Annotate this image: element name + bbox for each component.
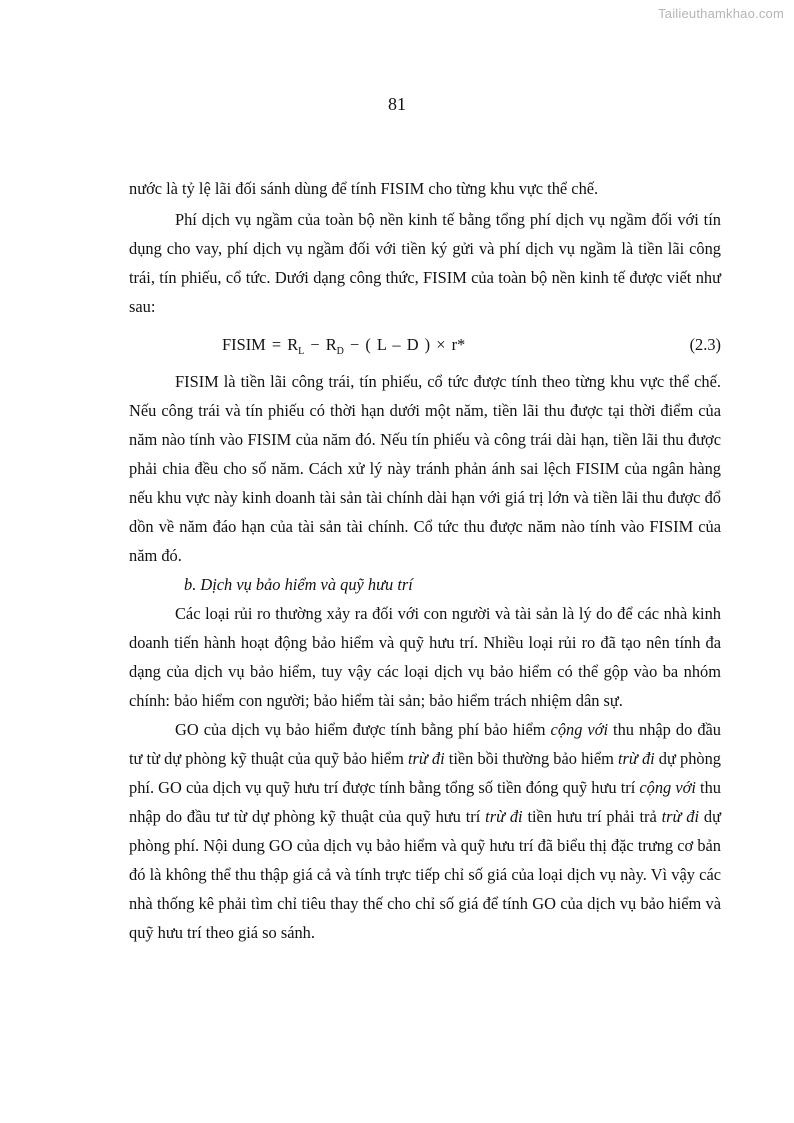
p5-text-3: tiền bồi thường bảo hiểm: [444, 749, 618, 768]
formula-eq: =: [271, 335, 282, 354]
paragraph-1: nước là tỷ lệ lãi đối sánh dùng để tính FISIM cho từng khu vực thể chế.: [129, 179, 599, 198]
formula-minus-2: −: [350, 335, 360, 354]
formula-times: ×: [436, 335, 446, 354]
p5-text-5: thu nhập do đầu tư từ dự phòng kỹ thuật của quỹ hưu trí: [129, 778, 721, 826]
p5-text-6: tiền hưu trí phải trả: [522, 807, 662, 826]
p5-text-2: thu nhập do đầu tư từ dự phòng kỹ thuật của quỹ bảo hiểm: [129, 720, 721, 768]
formula-lhs: FISIM: [222, 335, 266, 354]
section-heading-b: b. Dịch vụ bảo hiểm và quỹ hưu trí: [184, 575, 413, 594]
formula-2-3: [129, 327, 721, 363]
p5-text-4: dự phòng phí. GO của dịch vụ quỹ hưu trí được tính bằng tổng số tiền đóng quỹ hưu trí: [129, 749, 721, 797]
formula-expression: [222, 327, 465, 370]
p5-em-6: trừ đi: [661, 807, 700, 826]
formula-rl: R: [287, 335, 299, 354]
p5-em-2: trừ đi: [407, 749, 445, 768]
p5-em-4: cộng với: [639, 778, 696, 797]
formula-rl-sub: L: [298, 346, 305, 357]
paragraph-5: [129, 715, 721, 947]
formula-number: (2.3): [689, 335, 721, 354]
paragraph-3: FISIM là tiền lãi công trái, tín phiếu, cổ tức được tính theo từng khu vực thể chế. Nếu công trái và tín phiếu có thời hạn dưới một năm, tiền lãi thu được tại thời điểm của năm nào tính vào FISIM của năm đó. Nếu tín phiếu và công trái dài hạn, tiền lãi thu được phải chia đều cho số năm. Cách xử lý này tránh phản ánh sai lệch FISIM của ngân hàng nếu khu vực này kinh doanh tài sản tài chính dài hạn với giá trị lớn và tiền lãi thu được đổ dồn về năm đáo hạn của tài sản tài chính. Cổ tức thu được năm nào tính vào FISIM của năm đó.: [129, 372, 721, 565]
p5-text-7: dự phòng phí. Nội dung GO của dịch vụ bảo hiểm và quỹ hưu trí đã biểu thị đặc trưng cơ bản đó là không thể thu thập giá cả và tính trực tiếp chỉ số giá của loại dịch vụ này. Vì vậy các nhà thống kê phải tìm chỉ tiêu thay thế cho chỉ số giá để tính GO của dịch vụ bảo hiểm và quỹ hưu trí theo giá so sánh.: [129, 807, 721, 942]
formula-rstar: r*: [451, 335, 466, 354]
p5-em-1: cộng với: [550, 720, 609, 739]
paragraph-2: Phí dịch vụ ngầm của toàn bộ nền kinh tế bằng tổng phí dịch vụ ngầm đối với tín dụng cho vay, phí dịch vụ ngầm đối với tiền ký gửi và phí dịch vụ ngầm là tiền lãi công trái, tín phiếu, cổ tức. Dưới dạng công thức, FISIM của toàn bộ nền kinh tế được viết như sau:: [129, 210, 721, 316]
paragraph-4: Các loại rủi ro thường xảy ra đối với con người và tài sản là lý do để các nhà kinh doanh tiến hành hoạt động bảo hiểm và quỹ hưu trí. Nhiều loại rủi ro đã tạo nên tính đa dạng của dịch vụ bảo hiểm, tuy vậy các loại dịch vụ bảo hiểm có thể gộp vào ba nhóm chính: bảo hiểm con người; bảo hiểm tài sản; bảo hiểm trách nhiệm dân sự.: [129, 604, 721, 710]
document-body: [129, 174, 721, 947]
page-number: 81: [388, 94, 406, 114]
formula-minus-1: −: [310, 335, 320, 354]
p5-em-5: trừ đi: [485, 807, 523, 826]
formula-paren: ( L – D ): [365, 335, 431, 354]
p5-text-1: GO của dịch vụ bảo hiểm được tính bằng phí bảo hiểm: [175, 720, 551, 739]
formula-rd: R: [325, 335, 337, 354]
formula-rd-sub: D: [336, 346, 344, 357]
watermark: Tailieuthamkhao.com: [658, 6, 784, 21]
p5-em-3: trừ đi: [617, 749, 655, 768]
